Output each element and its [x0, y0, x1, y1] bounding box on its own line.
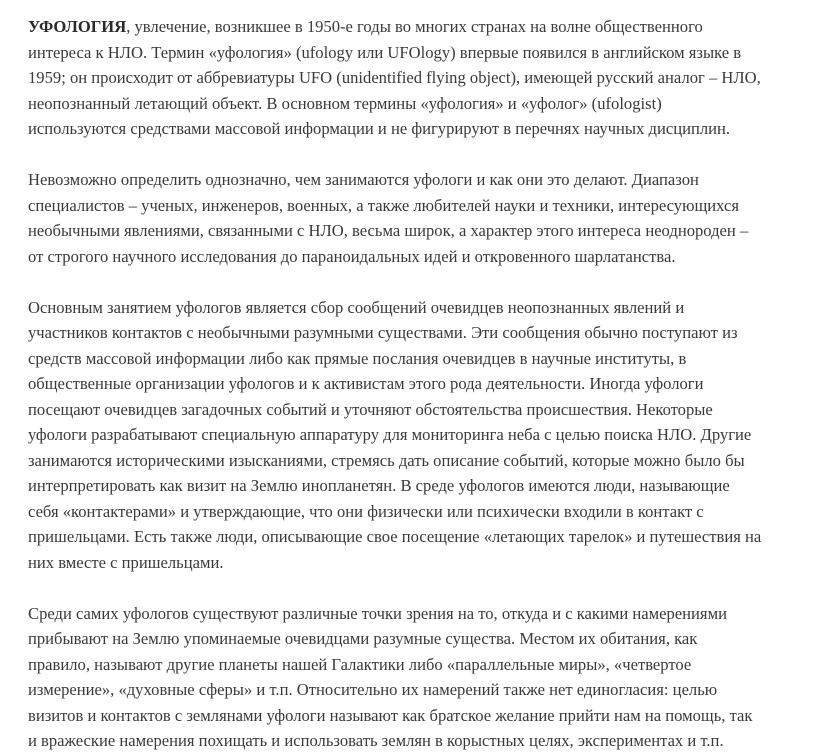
- text-line: необычными явлениями, связанными с НЛО, весьма широк, а характер этого интереса неоднороден –: [28, 221, 749, 241]
- text-line: от строгого научного исследования до параноидальных идей и откровенного шарлатанства.: [28, 246, 676, 266]
- text-line: Невозможно определить однозначно, чем занимаются уфологи и как они это делают. Диапазон: [28, 170, 699, 190]
- article-term: УФОЛОГИЯ: [28, 17, 127, 36]
- text-line: них вместе с пришельцами.: [28, 552, 224, 572]
- text-line: прибывают на Землю упоминаемые очевидцами разумные существа. Местом их обитания, как: [28, 629, 698, 649]
- text-line: участников контактов с необычными разумными существами. Эти сообщения обычно поступают из: [28, 323, 738, 343]
- text-line: используются средствами массовой информации и не фигурируют в перечнях научных дисциплин.: [28, 119, 731, 138]
- text-line: измерение», «духовные сферы» и т.п. Относительно их намерений также нет единогласия: целью: [28, 680, 718, 700]
- text-line: пришельцами. Есть также люди, описывающие свое посещение «летающих тарелок» и путешествия на: [28, 527, 762, 547]
- text-line: интерпретировать как визит на Землю инопланетян. В среде уфологов имеются люди, называющие: [28, 476, 730, 496]
- text-line: Среди самих уфологов существуют различные точки зрения на то, откуда и с какими намерениями: [28, 603, 727, 623]
- text-line: Основным занятием уфологов является сбор сообщений очевидцев неопознанных явлений и: [28, 297, 685, 317]
- text-line: 1959; он происходит от аббревиатуры UFO (unidentified flying object), имеющей русский аналог – НЛО,: [28, 68, 761, 87]
- text-line: себя «контактерами» и утверждающие, что они физически или психически входили в контакт с: [28, 501, 704, 521]
- text-line: общественные организации уфологов и к активистам этого рода деятельности. Иногда уфологи: [28, 374, 704, 394]
- text-line: посещают очевидцев загадочных событий и уточняют обстоятельства происшествия. Некоторые: [28, 399, 713, 419]
- text-line: и вражеские намерения похищать и использовать землян в корыстных целях, экспериментах и т.п.: [28, 731, 724, 751]
- text-line: УФОЛОГИЯ, увлечение, возникшее в 1950-е годы во многих странах на волне общественного: [28, 17, 703, 36]
- text-line: специалистов – ученых, инженеров, военных, а также любителей науки и техники, интересующихся: [28, 195, 739, 215]
- text-line: средств массовой информации либо как прямые послания очевидцев в научные институты, в: [28, 348, 687, 368]
- paragraph-viewpoints: [28, 601, 808, 754]
- paragraph-activities: [28, 295, 808, 576]
- paragraph-definition: [28, 14, 808, 142]
- text-line: интереса к НЛО. Термин «уфология» (ufology или UFOlogy) впервые появился в английском языке в: [28, 42, 742, 62]
- text-line: уфологи разрабатывают специальную аппаратуру для мониторинга неба с целью поиска НЛО. Другие: [28, 425, 752, 445]
- paragraph-specialists: [28, 167, 808, 269]
- text-line: визитов и контактов с землянами уфологи называют как братское желание прийти нам на помощь, так: [28, 705, 753, 725]
- text-line: правило, называют другие планеты нашей Галактики либо «параллельные миры», «четвертое: [28, 654, 692, 674]
- text-line: занимаются историческими изысканиями, стремясь дать описание событий, которые можно было бы: [28, 450, 745, 470]
- text-line: неопознанный летающий объект. В основном термины «уфология» и «уфолог» (ufologist): [28, 93, 662, 113]
